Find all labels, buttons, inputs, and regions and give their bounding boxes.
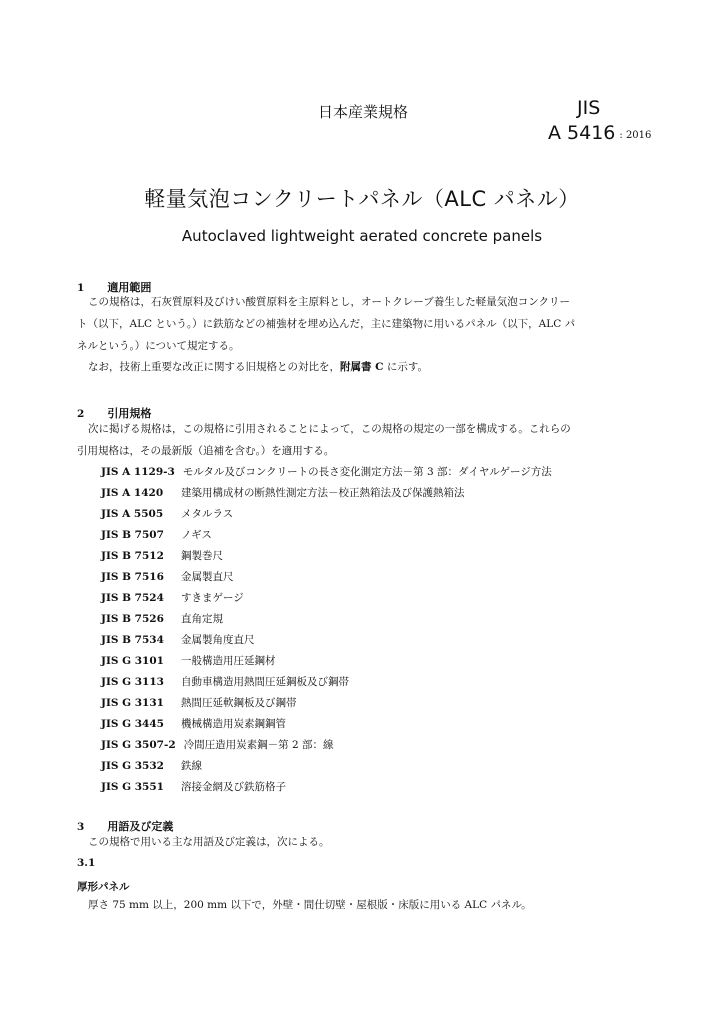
section-2-line-1: 次に掲げる規格は，この規格に引用されることによって，この規格の規定の一部を構成する。これらの [88, 423, 571, 435]
reference-item [101, 737, 334, 752]
document-title-japanese: 軽量気泡コンクリートパネル（ALC パネル） [144, 187, 580, 211]
reference-item [101, 632, 255, 647]
reference-title: 一般構造用圧延鋼材 [181, 655, 276, 667]
reference-item [101, 653, 276, 668]
term-name: 厚形パネル [77, 881, 130, 893]
standard-type: 日本産業規格 [318, 103, 409, 121]
reference-code: JIS B 7512 [101, 550, 164, 562]
reference-code: JIS G 3532 [101, 760, 164, 772]
reference-code: JIS A 1129-3 [101, 466, 175, 478]
section-1-note [88, 356, 428, 378]
reference-item [101, 569, 234, 584]
reference-title: 金属製直尺 [181, 571, 234, 583]
term-definition: 厚さ 75 mm 以上，200 mm 以下で，外壁・間仕切壁・屋根版・床版に用いる ALC パネル。 [88, 899, 532, 911]
section-number: 1 [77, 282, 85, 294]
reference-item [101, 758, 202, 773]
reference-code: JIS B 7534 [101, 634, 164, 646]
reference-code: JIS B 7507 [101, 529, 164, 541]
section-3-intro: この規格で用いる主な用語及び定義は，次による。 [88, 836, 330, 848]
section-title: 引用規格 [107, 407, 152, 420]
reference-title: 機械構造用炭素鋼鋼管 [181, 718, 286, 730]
reference-title: ノギス [181, 529, 212, 541]
reference-title: すきまゲージ [181, 592, 244, 604]
section-number: 2 [77, 408, 85, 420]
reference-code: JIS G 3113 [101, 676, 164, 688]
reference-item [101, 506, 233, 521]
reference-code: JIS G 3551 [101, 781, 164, 793]
standard-number-line [548, 122, 651, 144]
reference-title: 熱間圧延軟鋼板及び鋼帯 [181, 697, 297, 709]
reference-code: JIS G 3445 [101, 718, 164, 730]
reference-item [101, 716, 286, 731]
reference-code: JIS B 7524 [101, 592, 164, 604]
reference-code: JIS G 3101 [101, 655, 164, 667]
reference-title: 鋼製巻尺 [181, 550, 223, 562]
reference-item [101, 590, 244, 605]
standard-year: : 2016 [619, 130, 652, 141]
reference-code: JIS G 3131 [101, 697, 164, 709]
standard-number: A 5416 [548, 122, 616, 144]
reference-item [101, 674, 349, 689]
reference-code: JIS B 7516 [101, 571, 164, 583]
section-1-line-2: ト（以下，ALC という。）に鉄筋などの補強材を埋め込んだ，主に建築物に用いるパネル（以下，ALC パ [77, 318, 576, 330]
reference-item [101, 611, 223, 626]
section-title: 適用範囲 [107, 281, 152, 294]
section-1-line-1: この規格は，石灰質原料及びけい酸質原料を主原料とし，オートクレーブ養生した軽量気泡コンクリー [88, 296, 571, 308]
reference-item [101, 779, 286, 794]
reference-code: JIS B 7526 [101, 613, 164, 625]
reference-title: モルタル及びコンクリートの長さ変化測定方法－第 3 部：ダイヤルゲージ方法 [182, 466, 552, 478]
term-number: 3.1 [77, 857, 96, 869]
reference-item [101, 695, 297, 710]
reference-title: 金属製角度直尺 [181, 634, 255, 646]
reference-title: 直角定規 [181, 613, 223, 625]
section-number: 3 [77, 821, 85, 833]
section-title: 用語及び定義 [107, 820, 174, 833]
reference-title: 建築用構成材の断熱性測定方法－校正熱箱法及び保護熱箱法 [181, 487, 465, 499]
note-text-end: に示す。 [383, 361, 429, 373]
reference-code: JIS A 5505 [101, 508, 164, 520]
annex-reference: 附属書 C [340, 361, 384, 373]
reference-item [101, 548, 223, 563]
note-text: なお，技術上重要な改正に関する旧規格との対比を， [88, 361, 340, 373]
reference-title: 鉄線 [181, 760, 202, 772]
section-2-line-2: 引用規格は，その最新版（追補を含む。）を適用する。 [77, 445, 335, 457]
reference-title: 冷間圧造用炭素鋼－第 2 部：線 [183, 739, 334, 751]
reference-code: JIS G 3507-2 [101, 739, 176, 751]
reference-title: 自動車構造用熱間圧延鋼板及び鋼帯 [181, 676, 349, 688]
document-title-english: Autoclaved lightweight aerated concrete panels [181, 227, 543, 245]
reference-title: メタルラス [181, 508, 234, 520]
reference-item [101, 485, 465, 500]
reference-item [101, 527, 212, 542]
reference-code: JIS A 1420 [101, 487, 164, 499]
jis-label: JIS [577, 97, 601, 119]
section-1-line-3: ネルという。）について規定する。 [77, 340, 240, 352]
reference-item [101, 464, 552, 479]
reference-title: 溶接金網及び鉄筋格子 [181, 781, 286, 793]
